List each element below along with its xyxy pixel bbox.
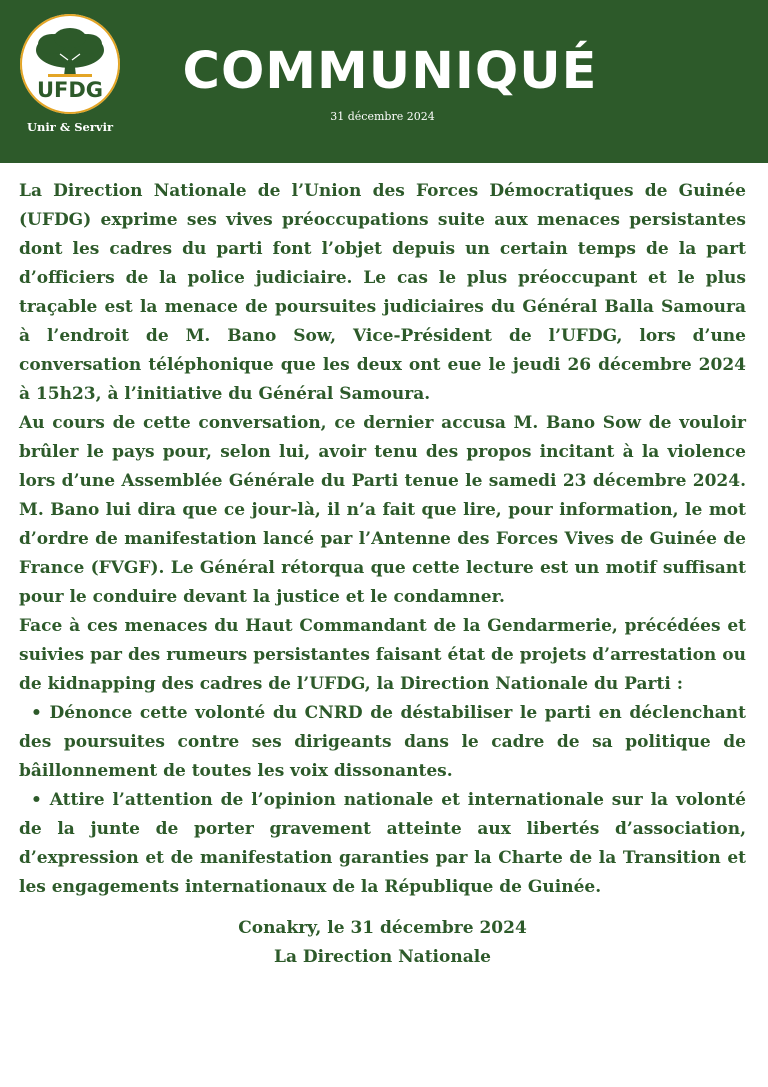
signature-signatory: La Direction Nationale <box>274 947 491 967</box>
signature-block <box>19 914 746 972</box>
logo-circle <box>20 14 120 114</box>
communique-date: 31 décembre 2024 <box>330 110 435 123</box>
signature-place-date: Conakry, le 31 décembre 2024 <box>238 918 527 938</box>
page-title: COMMUNIQUÉ <box>182 42 598 101</box>
bullet-item-1: • Dénonce cette volonté du CNRD de déstabiliser le parti en déclenchant des poursuites contre ses dirigeants dans le cadre de sa politique de bâillonnement de toutes les voix dissonantes. <box>19 703 746 781</box>
party-logo <box>18 14 122 134</box>
paragraph-2: Au cours de cette conversation, ce dernier accusa M. Bano Sow de vouloir brûler le pays pour, selon lui, avoir tenu des propos incitant à la violence lors d’une Assemblée Générale du Parti tenue le samedi 23 décembre 2024. M. Bano lui dira que ce jour-là, il n’a fait que lire, pour information, le mot d’ordre de manifestation lancé par l’Antenne des Forces Vives de Guinée de France (FVGF). Le Général rétorqua que cette lecture est un motif suffisant pour le conduire devant la justice et le condamner. <box>19 413 746 607</box>
header-banner <box>0 0 768 163</box>
slogan: Unir & Servir <box>27 120 113 134</box>
paragraph-3: Face à ces menaces du Haut Commandant de la Gendarmerie, précédées et suivies par des rumeurs persistantes faisant état de projets d’arrestation ou de kidnapping des cadres de l’UFDG, la Direction Nationale du Parti : <box>19 616 746 694</box>
logo-brand-text: UFDG <box>36 78 104 102</box>
bullet-item-2: • Attire l’attention de l’opinion nationale et internationale sur la volonté de la junte de porter gravement atteinte aux libertés d’association, d’expression et de manifestation garanties par la Charte de la Transition et les engagements internationaux de la République de Guinée. <box>19 790 746 897</box>
communique-body <box>0 163 768 972</box>
paragraph-1: La Direction Nationale de l’Union des Forces Démocratiques de Guinée (UFDG) exprime ses vives préoccupations suite aux menaces persistantes dont les cadres du parti font l’objet depuis un certain temps de la part d’officiers de la police judiciaire. Le cas le plus préoccupant et le plus traçable est la menace de poursuites judiciaires du Général Balla Samoura à l’endroit de M. Bano Sow, Vice-Président de l’UFDG, lors d’une conversation téléphonique que les deux ont eue le jeudi 26 décembre 2024 à 15h23, à l’initiative du Général Samoura. <box>19 181 746 404</box>
